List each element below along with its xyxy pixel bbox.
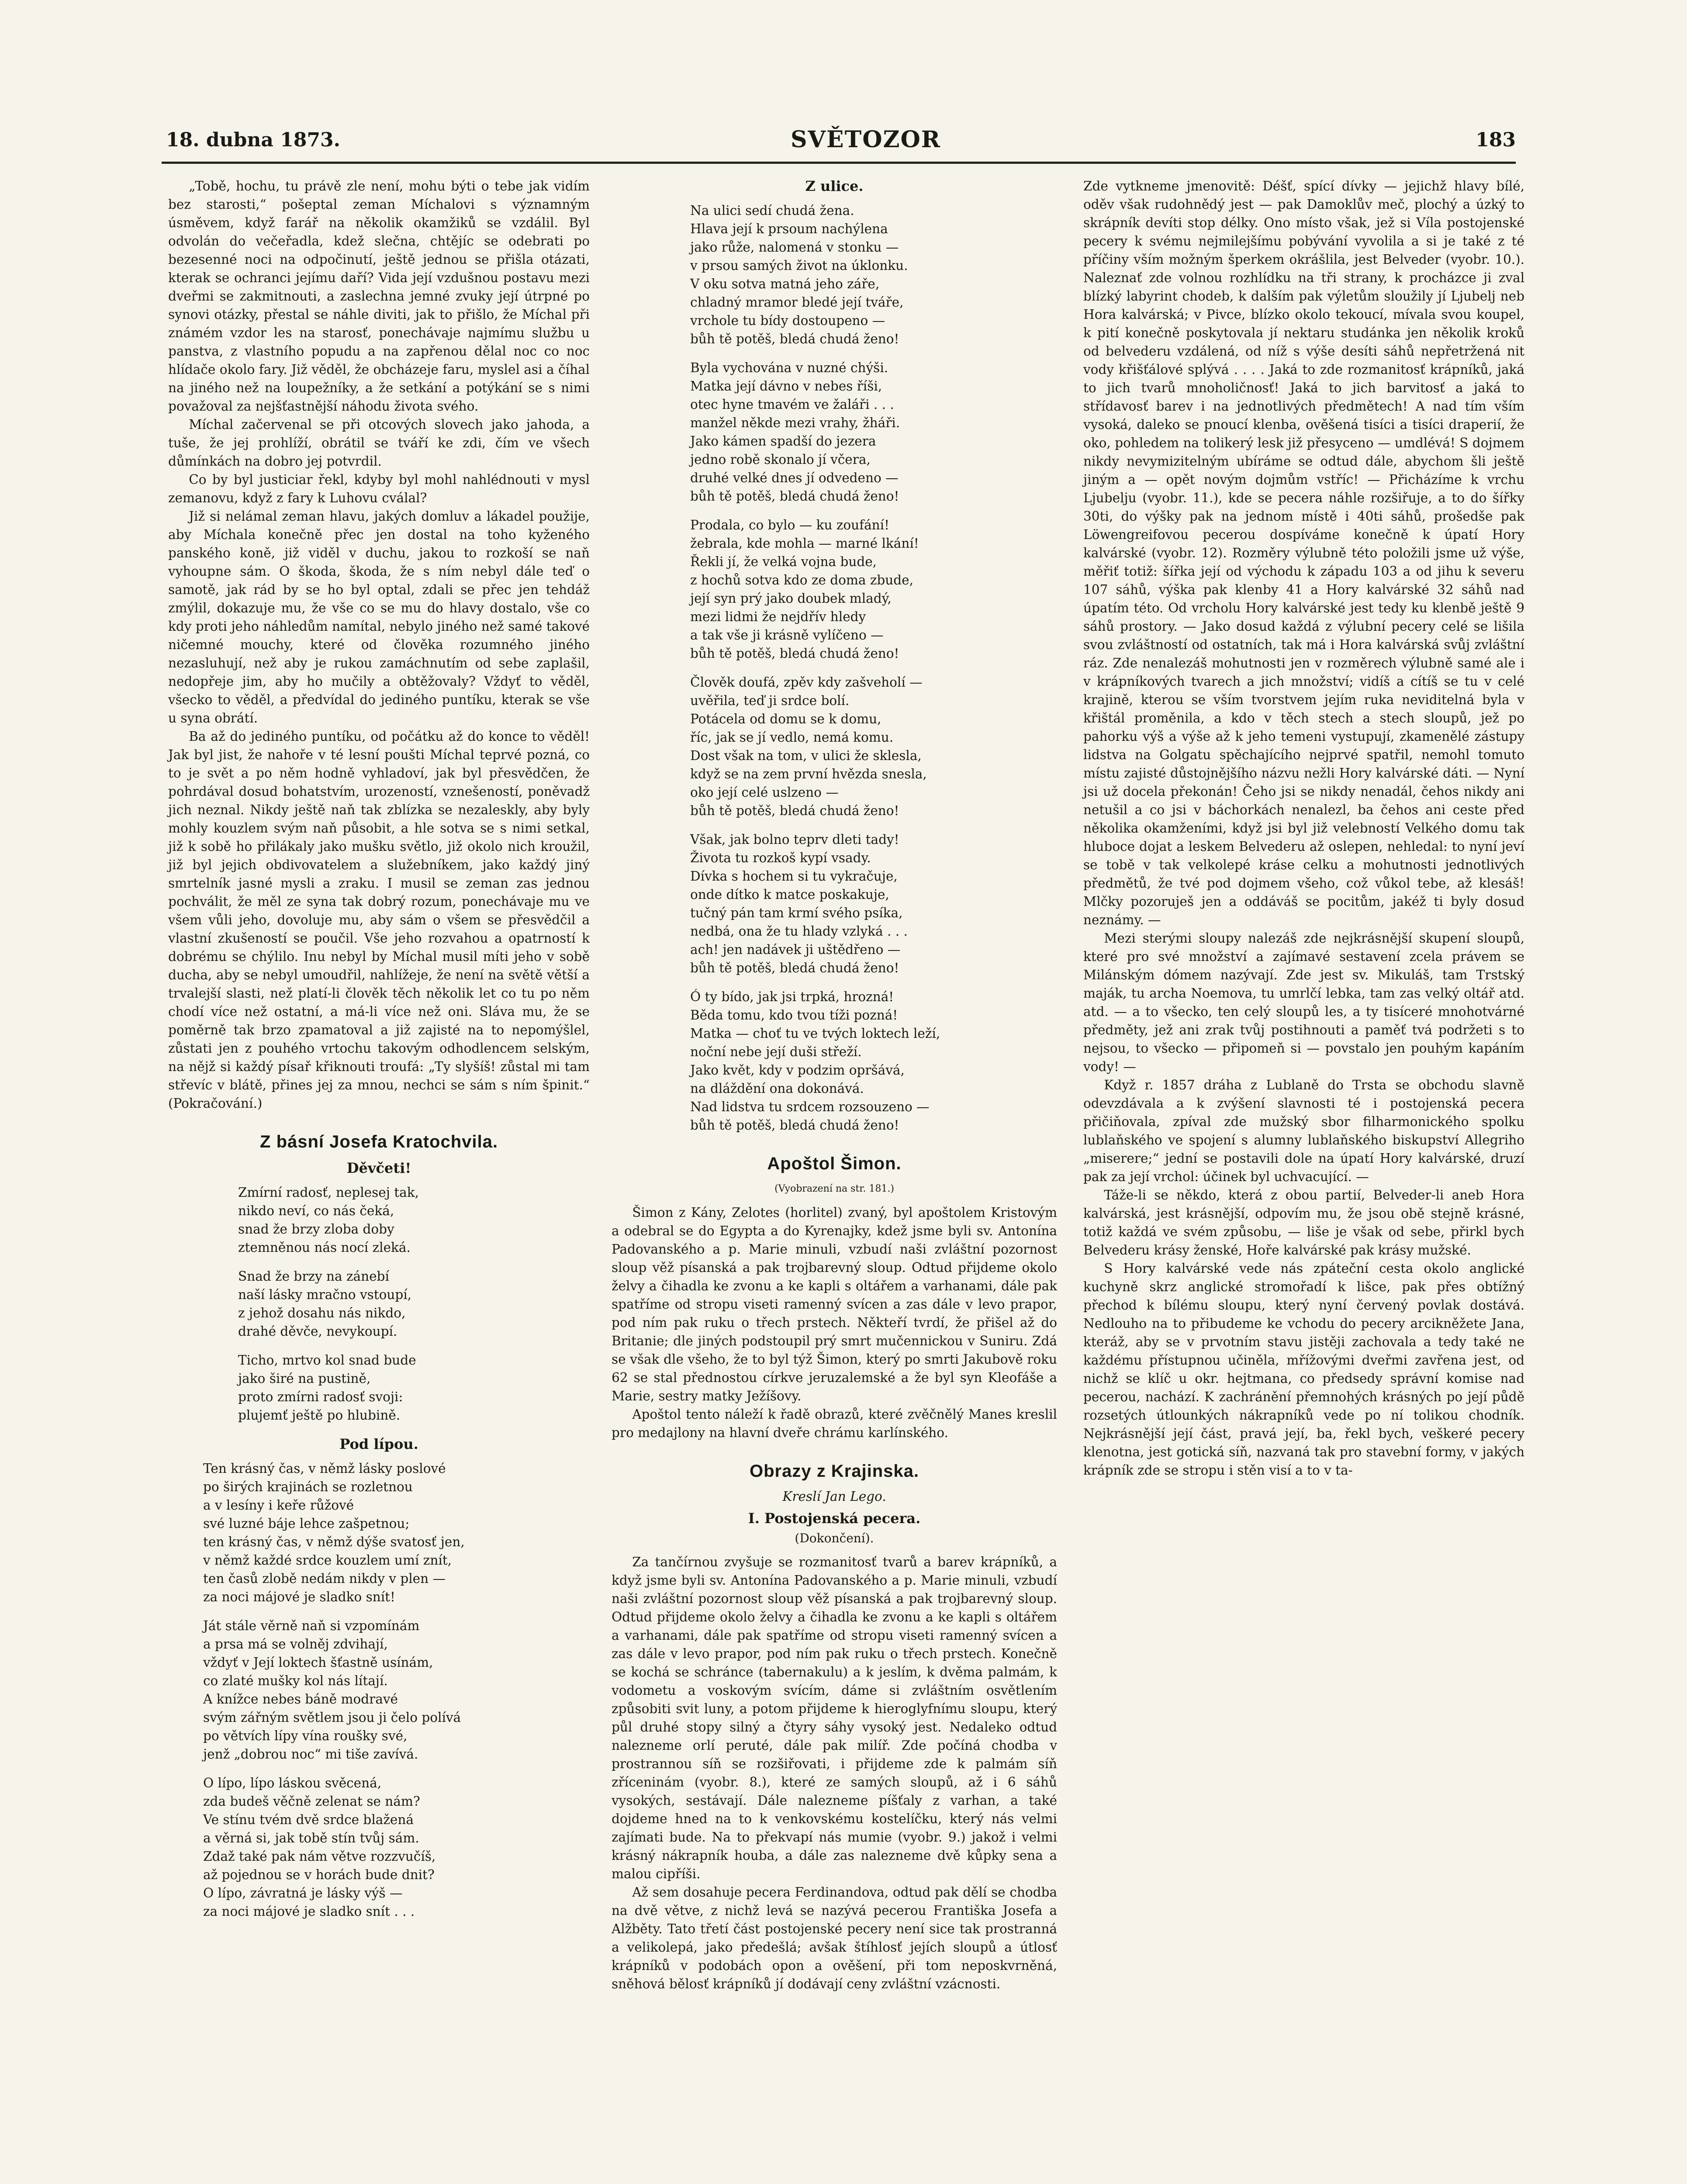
poem-stanza (203, 1617, 590, 1763)
poem-line: tučný pán tam krmí svého psíka, (690, 905, 903, 920)
article-paragraph: Mezi sterými sloupy nalezáš zde nejkrásnější skupení sloupů, které pro své množství a zajímavé sestavení zcela právem se Milánským dómem nazývají. Zde jest sv. Mikuláš, tam Trstský maják, tu archa Noemova, tu umrlčí lebka, tam zas velký oltář atd. atd. — a to všecko, ten celý sloupů les, a ty tisíceré mnohotvárné předměty, jež ani zrak tvůj postihnouti a paměť tvá podržeti s to nejsou, to všecko — připomeň si — povstalo jen pouhým kapáním vody! — (1083, 931, 1525, 1074)
poem-line: Ten krásný čas, v němž lásky poslové (203, 1461, 446, 1476)
poem-stanza (238, 1183, 590, 1257)
poem-line: a věrná si, jak tobě stín tvůj sám. (203, 1831, 419, 1845)
poem-line: Však, jak bolno teprv dleti tady! (690, 832, 899, 847)
poem-line: bůh tě potěš, bledá chudá ženo! (690, 1118, 899, 1133)
poem-stanza (238, 1351, 590, 1424)
poem-line: Běda tomu, kdo tvou tíži pozná! (690, 1008, 898, 1023)
poem-line: nedbá, ona že tu hlady vzlyká . . . (690, 924, 908, 939)
poem-line: jako růže, nalomená v stonku — (690, 240, 899, 255)
illustration-note: (Vyobrazení na str. 181.) (774, 1183, 894, 1194)
poem-line: Dívka s hochem si tu vykračuje, (690, 869, 898, 884)
poem-line: Prodala, co bylo — ku zoufání! (690, 518, 889, 532)
poem-line: onde dítko k matce poskakuje, (690, 887, 889, 902)
article-paragraph: Zde vytkneme jmenovitě: Déšť, spící dívky — jejichž hlavy bílé, oděv však rudohnědý jest — pak Damoklův meč, plochý a úzký to skrápník devíti stop délky. Ono místo však, jež si Víla postojenské pecery k svému nejmilejšímu pobývání vyvolila a si je také z té příčiny vším možným šperkem okrášlila, jest Belveder (vyobr. 10.). Naleznať zde volnou rozhlídku na tři strany, k procházce ji zval blízký labyrint chodeb, k dalším pak výletům sloužily jí Ljubelj neb Hora kalvárská; v Pivce, blízko okolo tekoucí, mívala svou koupel, k pití konečně poskytovala jí nektaru studánka jen několik kroků od belvederu vzdálená, od níž s výše desíti sáhů nepřetržená nit vody křišťálové splývá . . . . Jaká to zde rozmanitosť krápníků, jaká to jich tvarů mnoholičnosť! Jaká to jich barvitosť a jaká to střídavosť barev i na jednotlivých předmětech! A nad tím vším vysoká, daleko se pnoucí klenba, ověšená tisíci a tisíci draperií, že oko, pohledem na tolikerý lesk již přesyceno — umdlévá! S dojmem nikdy nevymizitelným ubíráme se odtud dále, abychom šli ještě jiným a — opět novým dojmům vstříc! — Přicházíme k vrchu Ljubelju (vyobr. 11.), kde se pecera náhle rozšiřuje, a to do šířky 30ti, do výšky pak na jednom místě i 40ti sáhů, prošedše pak Löwengreifovou pecerou dospíváme konečně k úpatí Hory kalvárské (vyobr. 12). Rozměry výlubně této položili jsme už výše, měřiť totiž: šířka její od východu k západu 103 a od jihu k severu 107 sáhů, výška pak klenby 41 a Hory kalvárské 32 sáhů nad úpatím této. Od vrcholu Hory kalvárské jest tedy ku klenbě ještě 9 sáhů prostory. — Jako dosud každá z výlubní pecery celé se lišila svou zvláštností od ostatních, tak má i Hora kalvárská svůj zvláštní ráz. Zde nenalezáš mohutnosti jen v rozměrech výlubně samé ale i v krápníkových tvarech a jich množství; vidíš a cítíš se tu v celé krajině, kterou se vším tvorstvem jejím ruka neviditelná byla v křištál proměnila, a kdo v těch stech a stech sloupů, jež po pahorku výš a výše až k jeho temeni vystupují, zkamenělé zástupy lidstva na Golgatu spěchajícího nejprvé spatřil, nemohl tomuto místu zajisté důstojnějšího názvu nežli Hory kalvárské dáti. — Nyní jsi už docela překonán! Čeho jsi se nikdy nenadál, čehos nikdy ani netušil a co jsi v báchorkách nenalezl, ba čehos ani ceste před několika okamženími, když jsi byl již velebností Velkého domu tak hluboce dojat a leskem Belvederu až oslepen, nehledal: to nyní jeví se tobě v tak velkolepé kráse celku a mohutnosti jednotlivých předmětů, že tvé pod dojmem všeho, což vůkol tebe, až klesáš! Mlčky pozoruješ jen a oddáváš se pocitům, jakéž ti byly dosud neznámy. — (1083, 179, 1525, 927)
poem-line: V oku sotva matná jeho záře, (690, 276, 880, 291)
poem-line: O lípo, lípo láskou svěcená, (203, 1776, 382, 1790)
poem-line: a v lesíny i keře růžové (203, 1498, 354, 1513)
poem-line: její syn prý jako doubek mladý, (690, 591, 892, 606)
article-paragraph: Až sem dosahuje pecera Ferdinandova, odtud pak dělí se chodba na dvě větve, z nichž levá se nazývá pecerou Františka Josefa a Alžběty. Tato třetí část postojenské pecery není sice tak prostranná a velikolepá, jako předešlá; avšak štíhlosť jejích sloupů a útlosť krápníků v podobách opon a ověšení, při tom neposkvrněná, sněhová bělosť krápníků jí dodávají ceny zvláštní vzácnosti. (612, 1885, 1057, 1991)
poem-line: z hochů sotva kdo ze doma zbude, (690, 573, 913, 587)
poem-line: proto zmírni radosť svoji: (238, 1389, 403, 1404)
poem-line: Na ulici sedí chudá žena. (690, 203, 854, 218)
article-paragraph: S Hory kalvárské vede nás zpáteční cesta okolo anglické kuchyně skrz anglické stromořadí k lišce, pak přes obtížný přechod k bílému sloupu, který nyní červený povlak dostává. Nedlouho na to přibudeme ke vchodu do pecery arcikněžete Jana, kteráž, aby se v prvotním stavu jistěji zachovala a tedy také ne každému přístupnou učiněla, mřížovými dveřmi zavřena jest, od nichž se klíč u okr. hejtmana, co předsedy správní komise nad pecerou, nachází. K zachránění přemnohých krásných po její půdě rozsetých útlounkých nákrapníků vede po ní tolikou chodník. Nejkrásnější její část, pravá její, ba, řekl bych, veškeré pecery klenotna, jest gotická síň, nazvaná tak pro stavební formy, v jakých krápník zde se stropu i stěn visí a to v ta- (1083, 1261, 1525, 1478)
poem-line: ten krásný čas, v němž dýše svatosť jen, (203, 1534, 465, 1549)
apostle-paragraph: Apoštol tento náleží k řadě obrazů, které zvěčnělý Manes kreslil pro medajlony na hlavní dveře chrámu karlínského. (612, 1407, 1057, 1440)
poem-line: co zlaté mušky kol nás lítají. (203, 1673, 388, 1688)
poem-line: oko její celé uslzeno — (690, 785, 839, 800)
poem-line: noční nebe její duši střeží. (690, 1044, 862, 1059)
poem-line: v němž každé srdce kouzlem umí znít, (203, 1553, 452, 1568)
poem-line: Potácela od domu se k domu, (690, 712, 882, 726)
poem-line: bůh tě potěš, bledá chudá ženo! (690, 646, 899, 661)
header-rule (162, 162, 1516, 164)
poem-line: až pojednou se v horách bude dnit? (203, 1867, 435, 1882)
poem-line: svým zářným světlem jsou ji čelo polívá (203, 1710, 461, 1725)
continuation-note: (Dokončení). (795, 1531, 874, 1545)
poems-section-title: Z básní Josefa Kratochvila. (260, 1132, 498, 1151)
poem-line: snad že brzy zloba doby (238, 1222, 394, 1237)
poem-line: Ó ty bído, jak jsi trpká, hrozná! (690, 989, 894, 1004)
poem-line: vrchole tu bídy dostoupeno — (690, 313, 885, 328)
poem-line: bůh tě potěš, bledá chudá ženo! (690, 489, 899, 504)
poem-line: Ticho, mrtvo kol snad bude (238, 1353, 416, 1368)
poem-line: Dost však na tom, v ulici že sklesla, (690, 748, 922, 763)
poem-line: bůh tě potěš, bledá chudá ženo! (690, 332, 899, 346)
poem-line: mezi lidmi že nejdřív hledy (690, 609, 866, 624)
poem-line: Řekli jí, že velká vojna bude, (690, 554, 877, 569)
poem-line: když se na zem první hvězda snesla, (690, 767, 927, 781)
poem-line: jenž „dobrou noc“ mi tiše zavívá. (203, 1747, 418, 1762)
poem-line: otec hyne tmavém ve žaláři . . . (690, 397, 894, 412)
column-3 (1083, 177, 1525, 1479)
article-paragraph: Když r. 1857 dráha z Lublaně do Trsta se obchodu slavně odevzdávala a k zvýšení slavnosti té i postojenská pecera přičiňovala, zpíval zde mužský sbor filharmonického spolku lublaňského ve spojení s alumny lublaňského biskupství Allegriho „miserere;“ jední se postavili dole na úpatí Hory kalvárské, druzí pak za její vrchol: účinek byl uchvacující. — (1083, 1078, 1525, 1184)
poem-line: plujemť ještě po hlubině. (238, 1408, 401, 1423)
poem-title: Z ulice. (805, 178, 864, 194)
poem-line: z jehož dosahu nás nikdo, (238, 1306, 406, 1320)
story-paragraph: Co by byl justiciar řekl, kdyby byl mohl nahlédnouti v mysl zemanovu, když z fary k Luhovu cválal? (168, 472, 590, 505)
poem-stanza (203, 1774, 590, 1921)
masthead: SVĚTOZOR (791, 126, 941, 153)
poem-title: Děvčeti! (346, 1160, 411, 1176)
poem-line: na dláždění ona dokonává. (690, 1081, 864, 1096)
poem-line: žebrala, kde mohla — marné lkání! (690, 536, 919, 551)
poem-line: ach! jen nadávek ji uštědřeno — (690, 942, 901, 957)
poem-line: a prsa má se volněj zdvihají, (203, 1637, 388, 1652)
poem-line: Jako květ, kdy v podzim opršává, (690, 1063, 905, 1078)
poem-z-ulice (690, 201, 1057, 1134)
page-number: 183 (1476, 129, 1516, 151)
article-paragraph: Za tančírnou zvyšuje se rozmanitosť tvarů a barev krápníků, a když jsme byli sv. Antonína Padovanského a p. Marie minuli, vzbudí naši zvláštní pozornost sloup věž písanská a pak trojbarevný sloup. Odtud přijdeme okolo želvy a čihadla ke zvonu a ke kapli s oltářem a varhanami, dále pak spatříme od stropu viseti ramenný svícen a zas dále v levo prapor, pod ním pak ruku o třech prstech. Konečně se kochá se schránce (tabernakulu) a k jeslím, k dvěma palmám, k vodometu a voskovým svícím, dáme si zvláštním osvětlením způsobiti svit luny, a potom přijdeme k hieroglyfnímu sloupu, který půl druhé stopy silný a čtyry sáhy vysoký jest. Nedaleko odtud nalezneme orlí peruté, dále pak milíř. Zde počíná chodba v prostrannou síň se rozšiřovati, i přijdeme zde k palmám síň zříceninám (vyobr. 8.), které ze samých sloupů, až i 6 sáhů vysokých, sestávají. Dále nalezneme píšťaly z varhan, a také dojdeme hned na to k venkovskému kostelíčku, který nás velmi zajímati bude. Na to překvapí nás mumie (vyobr. 9.) jakož i velmi krásný nákrapník houba, a dále zas nalezneme dvě kůpky sena a malou cipříši. (612, 1555, 1057, 1881)
poem-line: Snad že brzy na zánebí (238, 1269, 389, 1284)
poem-line: ztemněnou nás nocí zleká. (238, 1240, 411, 1255)
poem-line: druhé velké dnes jí odvedeno — (690, 470, 899, 485)
poem-line: své luzné báje lehce zašpetnou; (203, 1516, 410, 1531)
issue-date: 18. dubna 1873. (166, 129, 340, 151)
poem-line: ten časů zlobě nedám nikdy v plen — (203, 1571, 446, 1586)
poem-line: po širých krajinách se rozletnou (203, 1479, 413, 1494)
poem-stanza (690, 988, 1057, 1134)
poem-stanza (203, 1459, 590, 1606)
apostle-paragraph: Šimon z Kány, Zelotes (horlitel) zvaný, byl apoštolem Kristovým a odebral se do Egypta a do Kyrenajky, kdež jsme byli sv. Antonína Padovanského a p. Marie minuli, vzbudí naši zvláštní pozornost sloup věž písanská a pak trojbarevný sloup. Odtud přijdeme okolo želvy a čihadla ke zvonu a ke kapli s oltářem a varhanami, dále pak spatříme od stropu viseti ramenný svícen a zas dále v levo prapor, pod ním pak ruku o třech prstech. Někteří tvrdí, že přišel až do Britanie; dle jiných podstoupil prý smrt mučennickou v Suniru. Zdá se však dle všeho, že to byl týž Šimon, který po smrti Jakubově roku 62 se stal přednostou církve jeruzalemské a že byl syn Kleofáše a Marie, sestry matky Ježíšovy. (612, 1205, 1057, 1403)
poem-line: manžel někde mezi vrahy, žháři. (690, 415, 900, 430)
apostle-title: Apoštol Šimon. (767, 1154, 902, 1173)
poem-stanza (690, 673, 1057, 820)
article-paragraph: Táže-li se někdo, která z obou partií, Belveder-li aneb Hora kalvárská, jest krásnější, odpovím mu, že jsou obě stejně krásné, totiž každá ve svém způsobu, — liše je však od sebe, přirkl bych Belvederu krásy ženské, Hoře kalvárské pak krásy mužské. (1083, 1188, 1525, 1258)
poem-line: Člověk doufá, zpěv kdy zašveholí — (690, 675, 923, 690)
poem-line: Života tu rozkoš kypí vsady. (690, 850, 871, 865)
poem-stanza (238, 1267, 590, 1341)
poem-line: Nad lidstva tu srdcem rozsouzeno — (690, 1099, 930, 1114)
poem-line: jako širé na pustině, (238, 1371, 371, 1386)
poem-line: v prsou samých život na úklonku. (690, 258, 908, 273)
poem-line: zda budeš věčně zelenat se nám? (203, 1794, 420, 1809)
poem-line: Zdaž také pak nám větve rozzvučíš, (203, 1849, 436, 1864)
story-paragraph: Již si nelámal zeman hlavu, jakých domluv a lákadel použije, aby Míchala konečně přec jen dostal na toho kyženého panského koně, již viděl v duchu, jakou to rozkoší se naň vyhoupne sám. O škoda, škoda, že s ním nebyl dále teď o samotě, jak rád by se ho byl optal, zdali se přec jen tehdáž zmýlil, dokazuje mu, že vše co se mu do hlavy dostalo, vše co kdy proti jeho náhledům namítal, nebylo jiného než samé takové ničemné mouchy, které od člověka rozumného jiného nezasluhují, než aby je rukou zamáchnutím od sebe zaplašil, nedopřeje jim, aby ho mučily a obtěžovaly? Vždyť to věděl, všecko to věděl, a předvídal do jediného puntíku, kterak se vše u syna obrátí. (168, 509, 590, 726)
poem-line: Jako kámen spadší do jezera (690, 434, 876, 449)
column-1 (168, 177, 590, 1931)
poem-stanza (690, 201, 1057, 348)
poem-line: Matka — choť tu ve tvých loktech leží, (690, 1026, 940, 1041)
poem-stanza (690, 359, 1057, 505)
poem-pod-lipou (203, 1459, 590, 1921)
column-2 (612, 177, 1057, 1993)
poem-line: Ját stále věrně naň si vzpomínám (203, 1618, 420, 1633)
poem-line: O lípo, závratná je lásky výš — (203, 1886, 403, 1901)
author-credit: Kreslí Jan Lego. (782, 1489, 886, 1504)
poem-line: uvěřila, teď ji srdce bolí. (690, 693, 850, 708)
story-paragraph: Míchal začervenal se při otcových slovech jako jahoda, a tuše, že jej prohlíží, obrátil se tváří ke zdi, čím ve všech důmínkách na dobro jej potvrdil. (168, 417, 590, 469)
poem-line: A knížce nebes báně modravé (203, 1692, 398, 1707)
poem-line: chladný mramor bledé její tváře, (690, 295, 904, 310)
poem-stanza (690, 516, 1057, 663)
poem-line: Zmírní radosť, neplesej tak, (238, 1185, 419, 1200)
poem-line: Hlava její k prsoum nachýlena (690, 221, 888, 236)
poem-line: drahé děvče, nevykoupí. (238, 1324, 398, 1339)
poem-devceti (238, 1183, 590, 1424)
article-subtitle: I. Postojenská pecera. (748, 1510, 921, 1527)
poem-line: a tak vše ji krásně vylíčeno — (690, 628, 884, 643)
poem-line: jedno robě skonalo jí včera, (690, 452, 871, 467)
poem-line: nikdo neví, co nás čeká, (238, 1203, 394, 1218)
poem-line: Matka její dávno v nebes říši, (690, 379, 882, 394)
poem-line: za noci májové je sladko snít . . . (203, 1904, 415, 1919)
carniola-title: Obrazy z Krajinska. (749, 1462, 920, 1481)
poem-line: Ve stínu tvém dvě srdce blažená (203, 1812, 414, 1827)
poem-line: vždyť v Její loktech šťastně usínám, (203, 1655, 433, 1670)
page-header (157, 126, 1520, 155)
poem-line: bůh tě potěš, bledá chudá ženo! (690, 961, 899, 975)
poem-line: říc, jak se jí vedlo, nemá komu. (690, 730, 894, 745)
story-paragraph: „Tobě, hochu, tu právě zle není, mohu býti o tebe jak vidím bez starosti,“ pošeptal zeman Míchalovi s významným úsměvem, když farář na několik okamžiků se vzdálil. Byl odvolán do večeřadla, kdež slečna, chtějíc se odebrati po bezesenné noci na odpočinutí, ještě jednou se přišla otázati, kterak se ochranci jejímu daří? Vida její vzdušnou postavu mezi dveřmi se zakmitnouti, a zaslechna jemné zvuky její útrpné po synovi otázky, přestal se náhle diviti, jak to přišlo, že Míchal při známém vzdor les na starosť, ponechávaje najmímu službu u panstva, z vlastního popudu a na zapřenou dělal noc co noc hlídače okolo fary. Již věděl, že obcházeje faru, myslel asi a číhal na jiného než na loupežníky, a že setkání a potýkání se s nimi považoval za nejšťastnější náhodu života svého. (168, 179, 590, 414)
poem-line: naší lásky mračno vstoupí, (238, 1287, 412, 1302)
story-paragraph: Ba až do jediného puntíku, od počátku až do konce to věděl! Jak byl jist, že nahoře v té lesní poušti Míchal teprvé pozná, co to je svět a po něm hodně vyhladoví, jak byl přesvědčen, že pohrdával dosud bohatstvím, urozeností, vznešeností, poněvadž jich neznal. Nikdy ještě naň tak zblízka se nezaleskly, aby byly mohly kouzlem svým naň působit, a hle sotva se s nimi setkal, již k sobě ho přilákaly jako mušku světlo, již okolo nich kroužil, již byl jejich obdivovatelem a služebníkem, jako každý jiný smrtelník jasné mysli a zraku. I musil se zeman zas jednou pochválit, že měl ze syna tak dobrý rozum, ponechávaje mu ve všem vůli jeho, dovoluje mu, aby sám o všem se přesvědčil a vlastní zkušeností se poučil. Vše jeho rozvahou a opatrností k dobrému se chýlilo. Inu nebyl by Míchal musil míti jeho v sobě ducha, aby se nebyl umoudřil, nahlížeje, že není na světě větší a trvalejší slasti, než platí-li člověk těch několik let co tu po něm chodí více než ostatní, a má-li více než oni. Sláva mu, že se poměrně tak brzo zpamatoval a již zajisté na to nepomýšlel, zůstati jen z pouhého vrtochu takovým odhodlencem selským, na nějž si každý písař křiknouti troufá: „Ty slyšíš! zůstal mi tam střevíc v blátě, přines jej za mnou, nechci se sám s ním špinit.“ (Pokračování.) (168, 729, 590, 1111)
poem-line: Byla vychována v nuzné chýši. (690, 360, 888, 375)
poem-line: za noci májové je sladko snít! (203, 1590, 395, 1604)
poem-stanza (690, 830, 1057, 977)
poem-title: Pod lípou. (339, 1436, 418, 1452)
poem-line: bůh tě potěš, bledá chudá ženo! (690, 803, 899, 818)
poem-line: po větvích lípy vína roušky své, (203, 1728, 408, 1743)
